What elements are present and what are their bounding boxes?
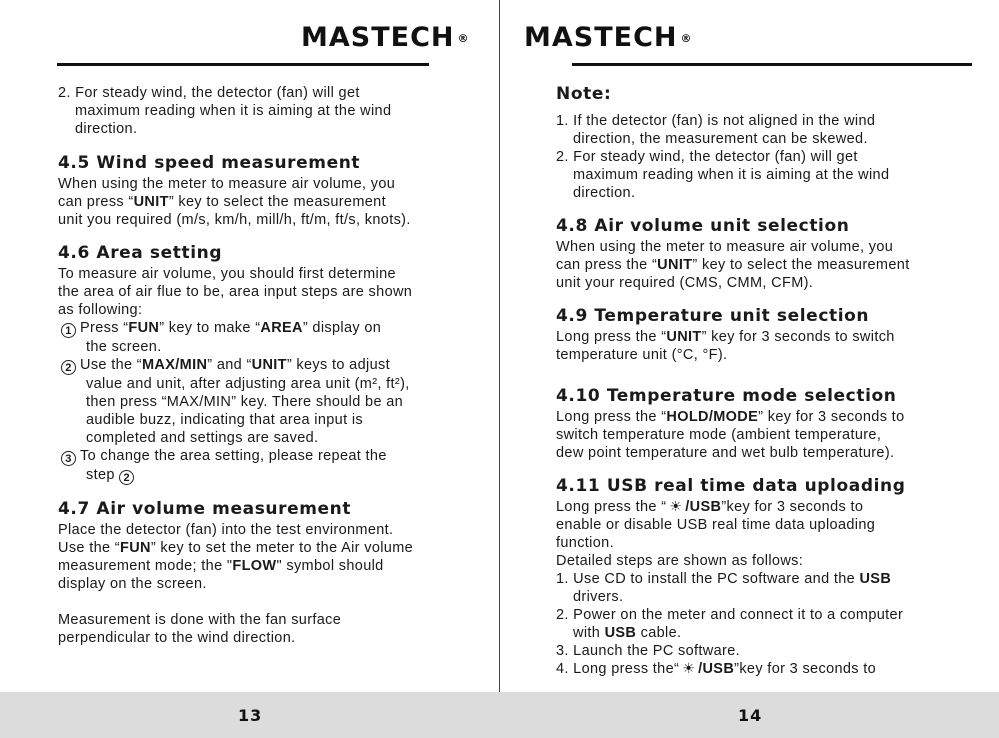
page-14 [500, 0, 999, 738]
text-line: Detailed steps are shown as follows: [556, 553, 804, 569]
intro-line: direction. [75, 121, 138, 137]
text-line: 1. Use CD to install the PC software and the USB [556, 571, 892, 587]
text-line: display on the screen. [58, 576, 207, 592]
section-4-6-heading: 4.6 Area setting [58, 243, 223, 263]
page-13 [0, 0, 499, 738]
text-line: completed and settings are saved. [86, 430, 319, 446]
text-line: perpendicular to the wind direction. [58, 630, 296, 646]
text-line: Measurement is done with the fan surface [58, 612, 342, 628]
text-line: 4. Long press the“ ☀ /USB”key for 3 seconds to [556, 660, 877, 677]
section-4-11-heading: 4.11 USB real time data uploading [556, 476, 906, 496]
section-4-7-heading: 4.7 Air volume measurement [58, 499, 352, 519]
page-number: 13 [238, 706, 263, 725]
text-line: unit you required (m/s, km/h, mill/h, ft/m, ft/s, knots). [58, 212, 411, 228]
text-line: function. [556, 535, 614, 551]
text-line: switch temperature mode (ambient temperature, [556, 427, 882, 443]
text-line: unit your required (CMS, CMM, CFM). [556, 275, 814, 291]
brand-logo: MASTECH ® [524, 22, 693, 53]
left-column [58, 84, 488, 647]
step-ref-circle: 2 [119, 470, 134, 485]
text-line: enable or disable USB real time data uploading [556, 517, 876, 533]
text-line: Long press the “UNIT” key for 3 seconds to switch [556, 329, 895, 345]
text-line: When using the meter to measure air volume, you [58, 176, 396, 192]
header-rule [572, 63, 972, 66]
note-heading: Note: [556, 84, 612, 104]
step-number-circle: 1 [61, 323, 76, 338]
text-line: can press “UNIT” key to select the measurement [58, 194, 386, 210]
text-line: value and unit, after adjusting area unit (m², ft²), [86, 376, 410, 392]
section-4-8-heading: 4.8 Air volume unit selection [556, 216, 850, 236]
intro-line: 2. For steady wind, the detector (fan) will get [58, 85, 360, 101]
brand-logo: MASTECH ® [301, 22, 470, 53]
text-line: Place the detector (fan) into the test environment. [58, 522, 394, 538]
step-3: 3 To change the area setting, please repeat the [58, 447, 488, 466]
text-line: 1. If the detector (fan) is not aligned in the wind [556, 113, 876, 129]
section-4-10-heading: 4.10 Temperature mode selection [556, 386, 897, 406]
text-line: step 2 [58, 466, 488, 485]
text-line: direction. [573, 185, 636, 201]
section-4-5-heading: 4.5 Wind speed measurement [58, 153, 361, 173]
header-rule [57, 63, 429, 66]
text-line: To measure air volume, you should first determine [58, 266, 396, 282]
step-number-circle: 3 [61, 451, 76, 466]
text-line: with USB cable. [573, 625, 682, 641]
text-line: When using the meter to measure air volume, you [556, 239, 894, 255]
text-line: 2. For steady wind, the detector (fan) will get [556, 149, 858, 165]
text-line: 2. Power on the meter and connect it to a computer [556, 607, 904, 623]
text-line: drivers. [573, 589, 624, 605]
light-icon: ☀ [682, 660, 696, 676]
text-line: Long press the “ ☀ /USB”key for 3 seconds to [556, 498, 864, 515]
text-line: measurement mode; the "FLOW" symbol should [58, 558, 384, 574]
intro-line: maximum reading when it is aiming at the wind [75, 103, 392, 119]
right-column [556, 84, 994, 678]
text-line: then press “MAX/MIN” key. There should be an [86, 394, 404, 410]
step-1: 1 Press “FUN” key to make “AREA” display on [58, 319, 488, 338]
section-4-9-heading: 4.9 Temperature unit selection [556, 306, 870, 326]
page-number: 14 [738, 706, 763, 725]
step-number-circle: 2 [61, 360, 76, 375]
text-line: Long press the “HOLD/MODE” key for 3 seconds to [556, 409, 905, 425]
text-line: as following: [58, 302, 143, 318]
text-line: the screen. [86, 339, 162, 355]
footer-bar [0, 692, 999, 738]
text-line: temperature unit (°C, °F). [556, 347, 728, 363]
light-icon: ☀ [669, 498, 683, 514]
text-line: Use the “FUN” key to set the meter to the Air volume [58, 540, 414, 556]
step-2: 2 Use the “MAX/MIN” and “UNIT” keys to adjust [58, 356, 488, 375]
text-line: 3. Launch the PC software. [556, 643, 741, 659]
text-line: the area of air flue to be, area input steps are shown [58, 284, 413, 300]
text-line: maximum reading when it is aiming at the wind [573, 167, 890, 183]
text-line: audible buzz, indicating that area input is [86, 412, 364, 428]
text-line: dew point temperature and wet bulb temperature). [556, 445, 895, 461]
text-line: direction, the measurement can be skewed. [573, 131, 868, 147]
text-line: can press the “UNIT” key to select the measurement [556, 257, 910, 273]
